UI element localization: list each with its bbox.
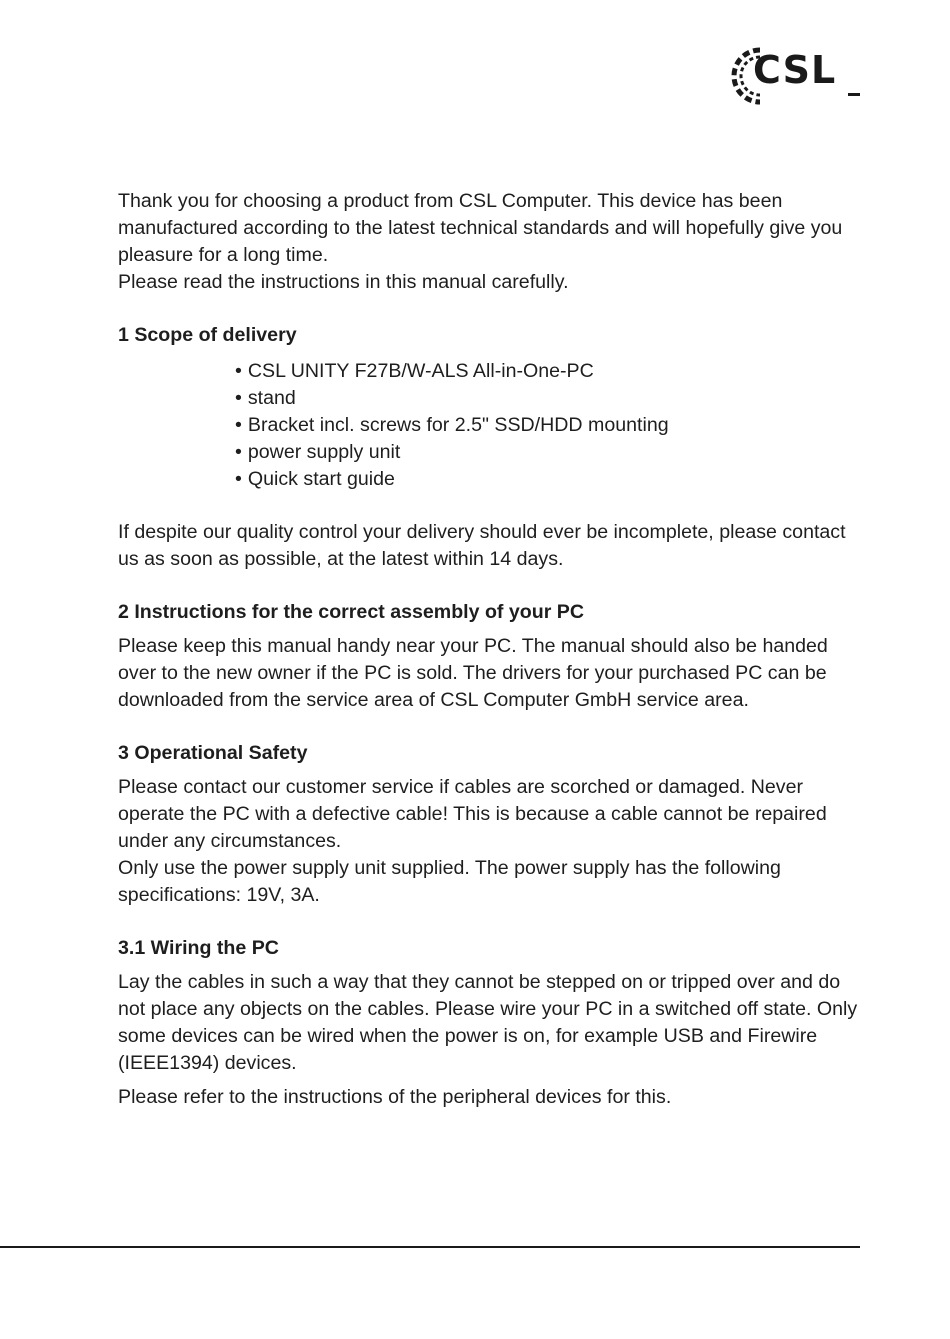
wiring-paragraph-1: Lay the cables in such a way that they cannot be stepped on or tripped over and do not place any objects on the cables. Please wire your PC in a switched off state. Only some devices can be wired when the power is on, for example USB and Firewire (IEEE1394) devices. bbox=[118, 971, 858, 1074]
wiring-paragraph-2: Please refer to the instructions of the peripheral devices for this. bbox=[118, 1086, 672, 1108]
safety-heading: 3 Operational Safety bbox=[118, 742, 308, 764]
list-item: • Quick start guide bbox=[235, 466, 858, 493]
scope-heading: 1 Scope of delivery bbox=[118, 324, 297, 346]
assembly-paragraph: Please keep this manual handy near your PC. The manual should also be handed over to the new owner if the PC is sold. The drivers for your purchased PC can be downloaded from the service area of CSL Computer GmbH service area. bbox=[118, 635, 828, 711]
list-item: • Bracket incl. screws for 2.5" SSD/HDD mounting bbox=[235, 412, 858, 439]
safety-paragraph-2: Only use the power supply unit supplied. The power supply has the following specifications: 19V, 3A. bbox=[118, 857, 781, 906]
logo-wordmark: CSL bbox=[753, 48, 837, 92]
wiring-heading: 3.1 Wiring the PC bbox=[118, 937, 279, 959]
list-item: • stand bbox=[235, 385, 858, 412]
intro-paragraph: Thank you for choosing a product from CSL Computer. This device has been manufactured according to the latest technical standards and will hopefully give you pleasure for a long time. bbox=[118, 190, 843, 266]
footer-divider bbox=[0, 1246, 860, 1248]
safety-paragraph-1: Please contact our customer service if cables are scorched or damaged. Never operate the PC with a defective cable! This is because a cable cannot be repaired under any circumstances. bbox=[118, 776, 827, 852]
manual-content bbox=[118, 188, 858, 1111]
scope-note: If despite our quality control your delivery should ever be incomplete, please contact us as soon as possible, at the latest within 14 days. bbox=[118, 521, 846, 570]
assembly-heading: 2 Instructions for the correct assembly of your PC bbox=[118, 601, 585, 623]
brand-logo bbox=[730, 42, 865, 110]
list-item: • CSL UNITY F27B/W-ALS All-in-One-PC bbox=[235, 358, 858, 385]
scope-list bbox=[118, 358, 858, 493]
list-item: • power supply unit bbox=[235, 439, 858, 466]
intro-note: Please read the instructions in this manual carefully. bbox=[118, 271, 569, 293]
